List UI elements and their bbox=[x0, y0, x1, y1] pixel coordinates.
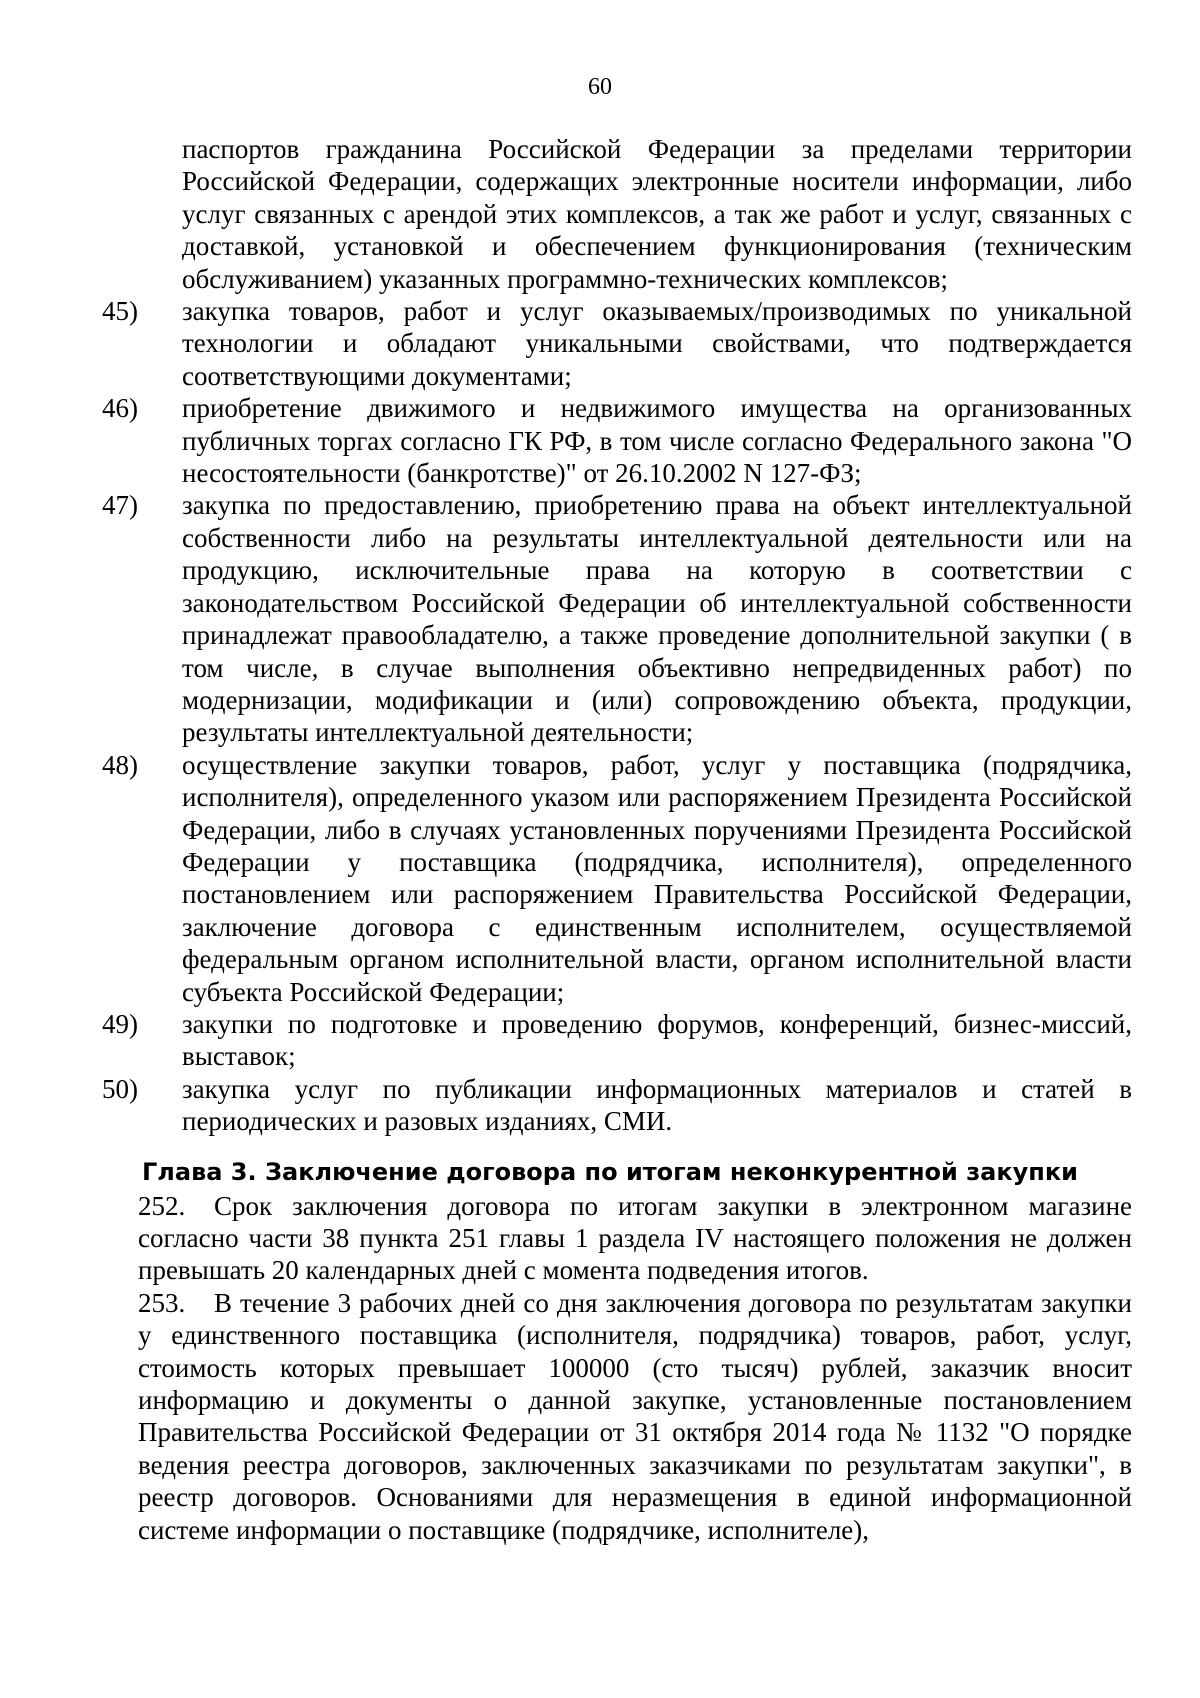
clauses bbox=[138, 1190, 1132, 1546]
list-item-number: 49) bbox=[102, 1008, 138, 1039]
chapter-heading: Глава 3. Заключение договора по итогам неконкурентной закупки bbox=[142, 1157, 1078, 1186]
clause-text: Срок заключения договора по итогам закупки в электронном магазине согласно части 38 пункта 251 главы 1 раздела IV настоящего положения не должен превышать 20 календарных дней с момента подведения итогов. bbox=[138, 1190, 1132, 1286]
list-item-number: 50) bbox=[102, 1073, 138, 1104]
list-item-text: закупка товаров, работ и услуг оказываемых/производимых по уникальной технологии и обладают уникальными свойствами, что подтверждается соответствующими документами; bbox=[182, 296, 1132, 391]
clause-paragraph bbox=[138, 1190, 1132, 1287]
list-items bbox=[102, 295, 1132, 1138]
list-item bbox=[102, 489, 1132, 748]
list-item-text: закупка по предоставлению, приобретению права на объект интеллектуальной собственности либо на результаты интеллектуальной деятельности или на продукцию, исключительные права на которую в соответствии с законодательством Российской Федерации об интеллектуальной собственности принадлежат правообладателю, а также проведение дополнительной закупки ( в том числе, в случае выполнения объективно непредвиденных работ) по модернизации, модификации и (или) сопровождению объекта, продукции, результаты интеллектуальной деятельности; bbox=[182, 490, 1132, 748]
list-item bbox=[102, 1008, 1132, 1073]
list-item-text: осуществление закупки товаров, работ, услуг у поставщика (подрядчика, исполнителя), определенного указом или распоряжением Президента Российской Федерации, либо в случаях установленных поручениями Президента Российской Федерации у поставщика (подрядчика, исполнителя), определенного постановлением или распоряжением Правительства Российской Федерации, заключение договора с единственным исполнителем, осуществляемой федеральным органом исполнительной власти, органом исполнительной власти субъекта Российской Федерации; bbox=[182, 749, 1132, 1007]
list-item-text: закупка услуг по публикации информационных материалов и статей в периодических и разовых изданиях, СМИ. bbox=[182, 1073, 1132, 1137]
clause-number: 252. bbox=[138, 1190, 186, 1221]
list-item bbox=[102, 392, 1132, 489]
document-body bbox=[102, 133, 1132, 1546]
list-item-text: приобретение движимого и недвижимого имущества на организованных публичных торгах согласно ГК РФ, в том числе согласно Федерального закона "О несостоятельности (банкротстве)" от 26.10.2002 N 127-ФЗ; bbox=[182, 393, 1132, 489]
clause-paragraph bbox=[138, 1287, 1132, 1546]
clause-text: В течение 3 рабочих дней со дня заключения договора по результатам закупки у единственного поставщика (исполнителя, подрядчика) товаров, работ, услуг, стоимость которых превышает 100000 (сто тысяч) рублей, заказчик вносит информацию и документы о данной закупке, установленные постановлением Правительства Российской Федерации от 31 октября 2014 года № 1132 "О порядке ведения реестра договоров, заключенных заказчиками по результатам закупки", в реестр договоров. Основаниями для неразмещения в единой информационной системе информации о поставщике (подрядчике, исполнителе), bbox=[138, 1287, 1132, 1545]
list-item bbox=[102, 749, 1132, 1008]
list-item-number: 47) bbox=[102, 490, 138, 521]
list-item-number: 48) bbox=[102, 749, 138, 780]
list-item bbox=[102, 1073, 1132, 1138]
page-number: 60 bbox=[588, 74, 612, 100]
list-item bbox=[102, 295, 1132, 392]
list-item-text: закупки по подготовке и проведению форумов, конференций, бизнес-миссий, выставок; bbox=[182, 1008, 1132, 1072]
list-item-number: 45) bbox=[102, 296, 138, 327]
clause-number: 253. bbox=[138, 1287, 186, 1318]
list-item-number: 46) bbox=[102, 393, 138, 424]
continuation-paragraph: паспортов гражданина Российской Федерации за пределами территории Российской Федерации, содержащих электронные носители информации, либо услуг связанных с арендой этих комплексов, а так же работ и услуг, связанных с доставкой, установкой и обеспечением функционирования (техническим обслуживанием) указанных программно-технических комплексов; bbox=[182, 134, 1132, 294]
